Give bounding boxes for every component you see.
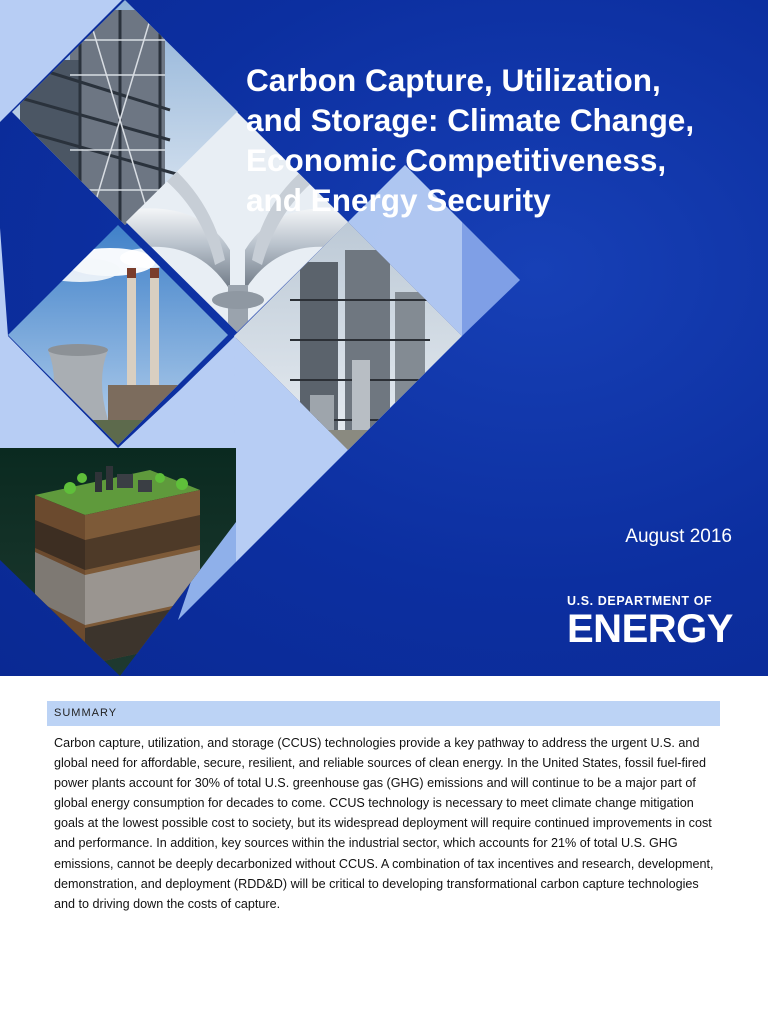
- title-line: and Energy Security: [246, 182, 551, 218]
- doe-logo: [567, 594, 737, 649]
- summary-heading-bar: [47, 701, 720, 726]
- doe-logo-line2: ENERGY: [567, 607, 733, 651]
- document-title: [246, 60, 756, 220]
- title-line: Economic Competitiveness,: [246, 142, 667, 178]
- publication-date: August 2016: [625, 526, 732, 547]
- title-line: Carbon Capture, Utilization,: [246, 62, 661, 98]
- doe-logo-line1: U.S. DEPARTMENT OF: [567, 594, 713, 608]
- summary-body: Carbon capture, utilization, and storage (CCUS) technologies provide a key pathway to address the urgent U.S. and global need for affordable, secure, resilient, and reliable sources of clean energy. In the United States, fossil fuel-fired power plants account for 30% of total U.S. greenhouse gas (GHG) emissions and will continue to be a major part of global energy consumption for decades to come. CCUS technology is necessary to meet climate change mitigation goals at the lowest possible cost to society, but its widespread deployment will require continued improvements in cost and performance. In addition, key sources within the industrial sector, which accounts for 21% of total U.S. GHG emissions, cannot be deeply decarbonized without CCUS. A combination of tax incentives and research, development, demonstration, and deployment (RDD&D) will be critical to developing transformational carbon capture technologies and to driving down the costs of capture.: [54, 736, 714, 911]
- summary-heading: SUMMARY: [54, 707, 118, 719]
- decor-diamond: [462, 222, 520, 336]
- geologic-storage-image: [0, 448, 240, 676]
- title-line: and Storage: Climate Change,: [246, 102, 695, 138]
